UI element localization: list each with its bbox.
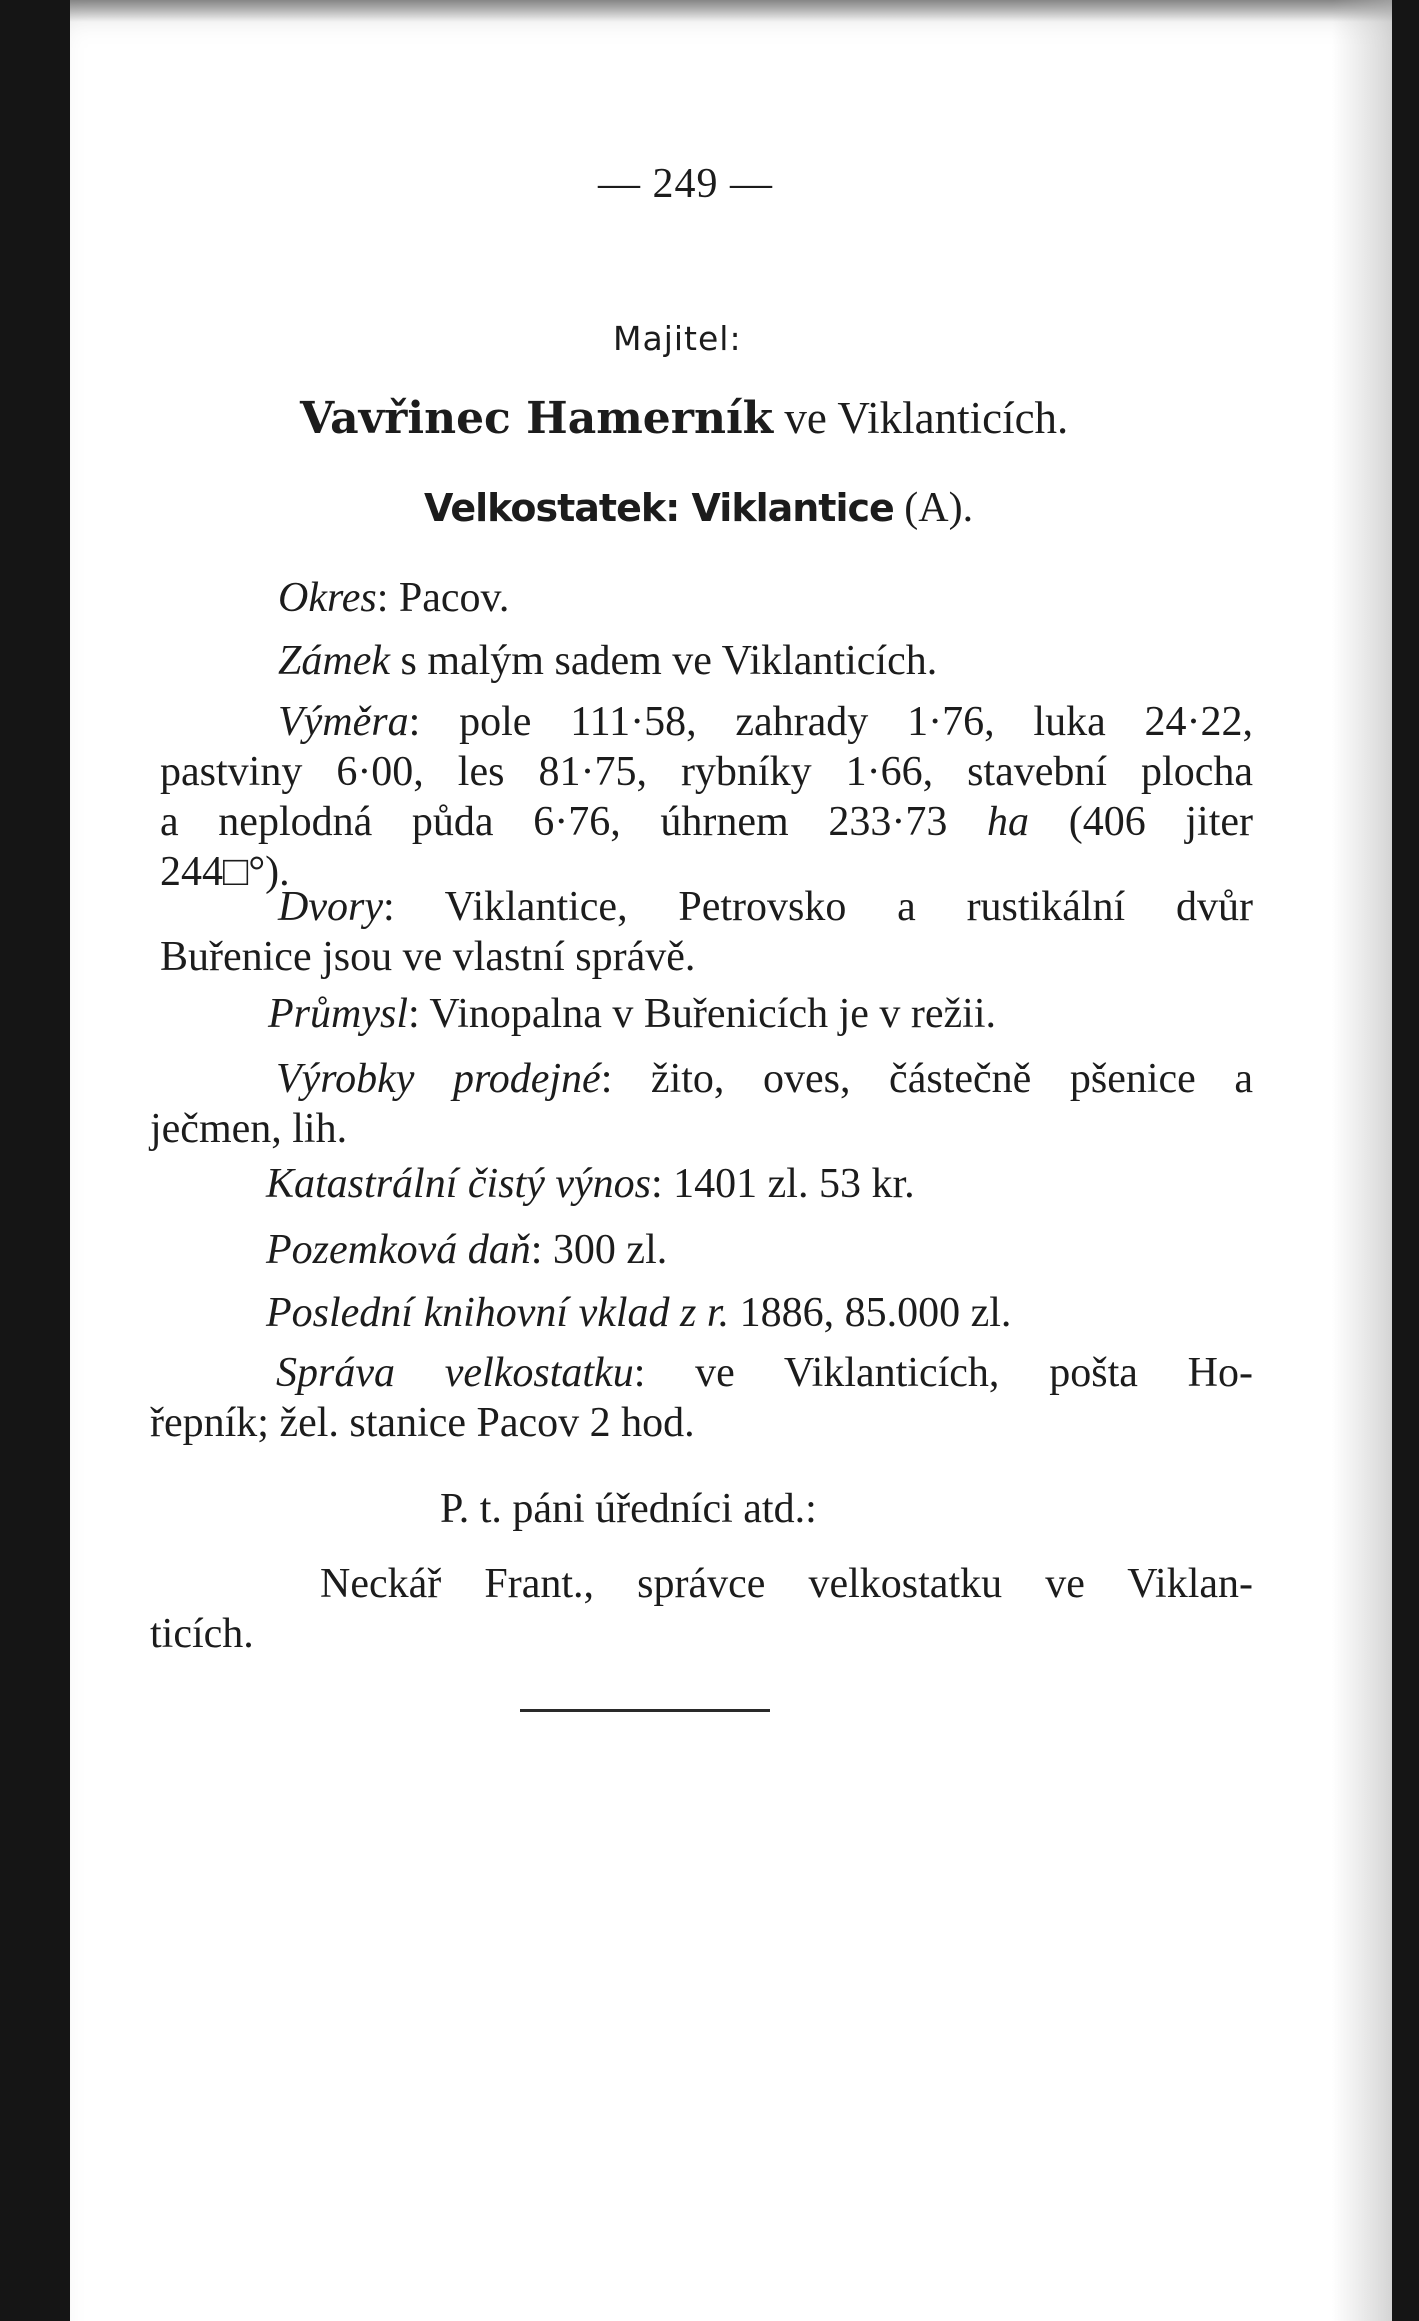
area-line-2: pastviny 6·00, les 81·75, rybníky 1·66, stavební plocha: [160, 749, 1253, 795]
administration-line-2: řepník; žel. stanice Pacov 2 hod.: [150, 1400, 695, 1446]
estate-suffix: (A).: [893, 485, 974, 531]
page-edge-shadow: [1332, 0, 1392, 2321]
industry-line: [268, 990, 996, 1038]
administration-line-1: Správa velkostatku: ve Viklanticích, pošta Ho-: [276, 1350, 1253, 1396]
products-label: Výrobky prodejné: [276, 1056, 601, 1102]
estate-label: Velkostatek: Viklantice: [424, 486, 894, 530]
administration-paragraph: [150, 1349, 1253, 1447]
last-deposit-label: Poslední knihovní vklad z r.: [266, 1290, 730, 1336]
cadastral-label: Katastrální čistý výnos: [266, 1161, 651, 1207]
area-line-1: Výměra: pole 111·58, zahrady 1·76, luka 24·22,: [278, 699, 1253, 745]
land-tax-label: Pozemková daň: [266, 1227, 531, 1273]
owner-line: [300, 394, 1068, 443]
cadastral-value: : 1401 zl. 53 kr.: [650, 1161, 915, 1207]
land-tax-value: : 300 zl.: [530, 1227, 668, 1273]
area-unit: ha: [987, 799, 1030, 845]
page-number: — 249 —: [598, 161, 773, 207]
owner-heading: Majitel:: [613, 319, 742, 358]
estate-title: [424, 484, 973, 532]
area-paragraph: [160, 698, 1253, 896]
district-label: Okres: [278, 575, 377, 621]
castle-label: Zámek: [278, 638, 390, 684]
courts-paragraph: [160, 883, 1253, 981]
courts-line-1: Dvory: Viklantice, Petrovsko a rustikální dvůr: [278, 884, 1253, 930]
page-top-shadow: [70, 0, 1392, 22]
products-line-2: ječmen, lih.: [150, 1106, 348, 1152]
area-label: Výměra: [278, 699, 409, 745]
closing-rule: [520, 1709, 770, 1712]
products-line-1: Výrobky prodejné: žito, oves, částečně pšenice a: [276, 1056, 1254, 1102]
officials-line-1: Neckář Frant., správce velkostatku ve Viklan-: [320, 1561, 1253, 1607]
officials-heading: P. t. páni úředníci atd.:: [440, 1486, 817, 1532]
area-line-3: a neplodná půda 6·76, úhrnem 233·73 ha (406 jiter: [160, 799, 1253, 845]
administration-label: Správa velkostatku: [276, 1350, 634, 1396]
courts-label: Dvory: [278, 884, 383, 930]
land-tax-line: [266, 1226, 667, 1274]
owner-name: Vavřinec Hamerník: [300, 393, 774, 444]
castle-value: s malým sadem ve Viklanticích.: [389, 638, 938, 684]
district-line: [278, 574, 509, 622]
district-value: : Pacov.: [376, 575, 510, 621]
cadastral-line: [266, 1160, 915, 1208]
products-paragraph: [150, 1055, 1254, 1153]
area-line-4: 244□°).: [160, 849, 290, 895]
last-deposit-value: 1886, 85.000 zl.: [729, 1290, 1012, 1336]
last-deposit-line: [266, 1289, 1011, 1337]
officials-line-2: ticích.: [150, 1611, 254, 1657]
owner-location: ve Viklanticích.: [773, 393, 1069, 443]
industry-label: Průmysl: [268, 991, 408, 1037]
industry-value: : Vinopalna v Buřenicích je v režii.: [408, 991, 997, 1037]
castle-line: [278, 637, 937, 685]
courts-line-2: Buřenice jsou ve vlastní správě.: [160, 934, 696, 980]
book-page: [70, 0, 1392, 2321]
officials-paragraph: [150, 1560, 1253, 1658]
